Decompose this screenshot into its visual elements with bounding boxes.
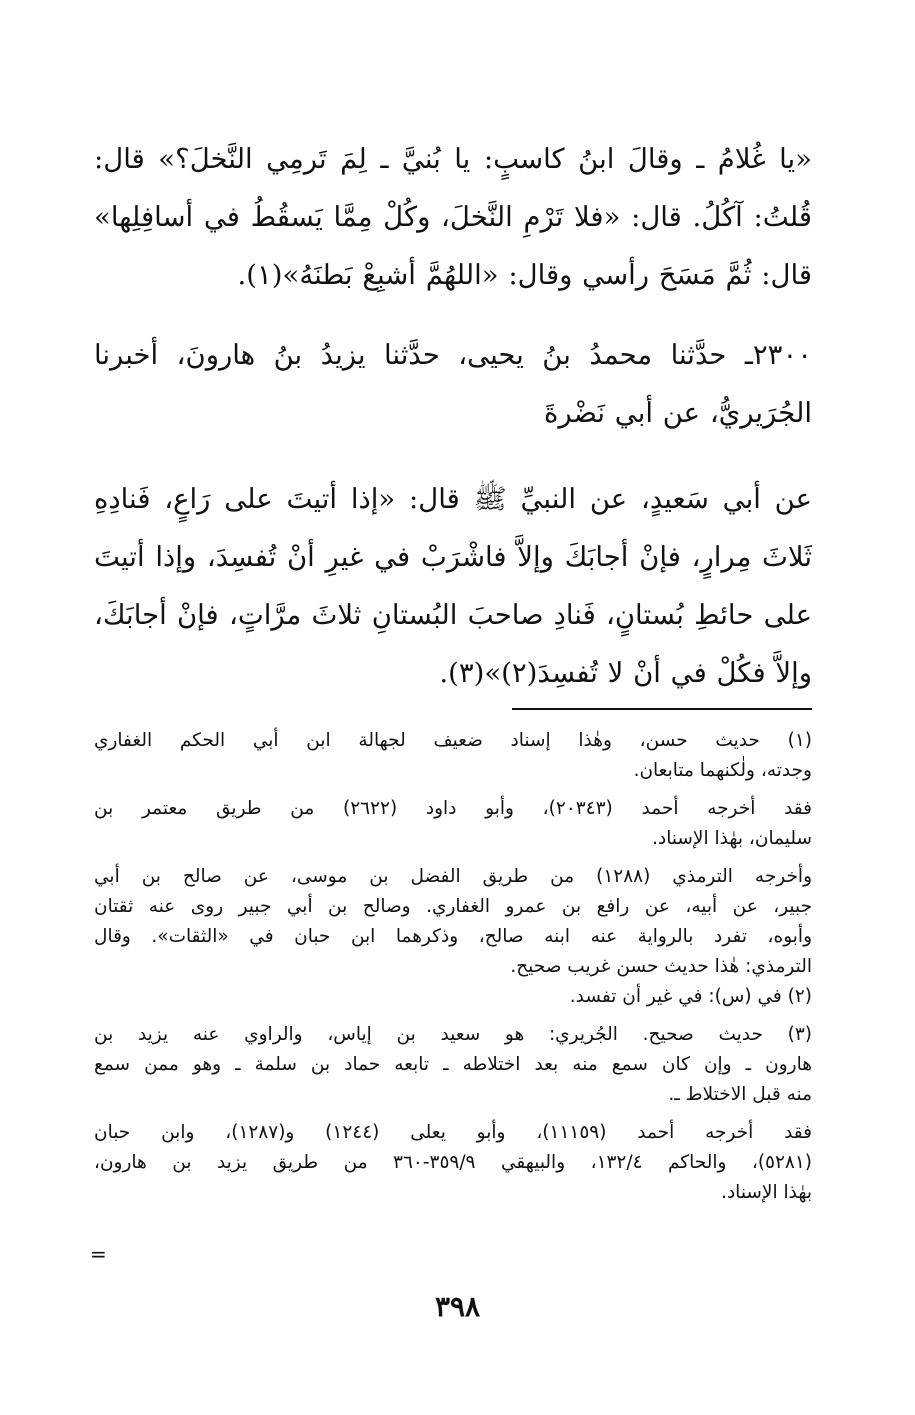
main-paragraph-2 — [94, 326, 812, 442]
main-paragraph-3 — [94, 470, 812, 702]
footnote-line: منه قبل الاختلاط ـ. — [668, 1084, 812, 1105]
footnote-3-paragraph-2 — [94, 1118, 812, 1208]
text-line: عن أبي سَعيدٍ، عن النبيِّ ﷺ قال: «إذا أتيتَ على رَاعٍ، فَنادِهِ — [94, 483, 812, 515]
footnote-line: فقد أخرجه أحمد (١١١٥٩)، وأبو يعلى (١٢٤٤) و(١٢٨٧)، وابن حبان — [94, 1122, 812, 1143]
page-body — [94, 130, 812, 1415]
footnote-line: (٣) حديث صحيح. الجُريري: هو سعيد بن إياس، والراوي عنه يزيد بن — [94, 1024, 812, 1045]
footnote-line: (١) حديث حسن، وهٰذا إسناد ضعيف لجهالة ابن أبي الحكم الغفاري — [94, 730, 812, 751]
footnote-line: بهٰذا الإسناد. — [721, 1182, 812, 1203]
footnote-1-paragraph-2 — [94, 794, 812, 854]
footnote-1 — [94, 726, 812, 786]
text-line: قُلتُ: آكُلُ. قال: «فلا تَرْمِ النَّخلَ، وكُلْ مِمَّا يَسقُطُ في أسافِلِها» — [94, 201, 812, 233]
text-line: قال: ثُمَّ مَسَحَ رأسي وقال: «اللهُمَّ أشبِعْ بَطنَهُ»(١). — [237, 259, 812, 291]
footnote-line: وجدته، ولٰكنهما متابعان. — [633, 760, 812, 781]
footnote-line: فقد أخرجه أحمد (٢٠٣٤٣)، وأبو داود (٢٦٢٢) من طريق معتمر بن — [94, 798, 812, 819]
footnote-line: (٢) في (س): في غير أن تفسد. — [569, 986, 812, 1007]
footnote-1-paragraph-3 — [94, 862, 812, 982]
footnote-line: وأبوه، تفرد بالرواية عنه ابنه صالح، وذكرهما ابن حبان في «الثقات». وقال — [94, 926, 812, 947]
footnote-line: الترمذي: هٰذا حديث حسن غريب صحيح. — [510, 956, 812, 977]
footnote-line: هارون ـ وإن كان سمع منه بعد اختلاطه ـ تابعه حماد بن سلمة ـ وهو ممن سمع — [94, 1054, 812, 1075]
text-line: وإلاَّ فكُلْ في أنْ لا تُفسِدَ(٢)»(٣). — [439, 657, 812, 689]
continuation-mark: = — [90, 1242, 107, 1266]
footnotes — [94, 726, 812, 1208]
footnote-3 — [94, 1020, 812, 1110]
page-number: ٣٩٨ — [434, 1290, 481, 1323]
text-line: «يا غُلامُ ـ وقالَ ابنُ كاسبٍ: يا بُنيَّ ـ لِمَ تَرمِي النَّخلَ؟» قال: — [94, 143, 812, 175]
text-line: الجُرَيريُّ، عن أبي نَضْرةَ — [543, 397, 812, 429]
footnote-line: جبير، عن أبيه، عن رافع بن عمرو الغفاري. وصالح بن أبي جبير روى عنه ثقتان — [94, 896, 812, 917]
footnote-line: سليمان، بهٰذا الإسناد. — [652, 828, 812, 849]
footnote-divider — [512, 708, 812, 710]
text-line: على حائطِ بُستانٍ، فَنادِ صاحبَ البُستانِ ثلاثَ مرَّاتٍ، فإنْ أجابَكَ، — [94, 599, 812, 631]
footnote-line: وأخرجه الترمذي (١٢٨٨) من طريق الفضل بن موسى، عن صالح بن أبي — [94, 866, 812, 887]
main-paragraph-1 — [94, 130, 812, 304]
footnote-line: (٥٢٨١)، والحاكم ١٣٢/٤، والبيهقي ٣٥٩/٩-٣٦٠ من طريق يزيد بن هارون، — [94, 1152, 812, 1173]
footnote-2 — [94, 982, 812, 1012]
text-line: ثَلاثَ مِرارٍ، فإنْ أجابَكَ وإلاَّ فاشْرَبْ في غيرِ أنْ تُفسِدَ، وإذا أتيتَ — [94, 541, 812, 573]
text-line: ٢٣٠٠ـ حدَّثنا محمدُ بنُ يحيى، حدَّثنا يزيدُ بنُ هارونَ، أخبرنا — [94, 339, 812, 371]
